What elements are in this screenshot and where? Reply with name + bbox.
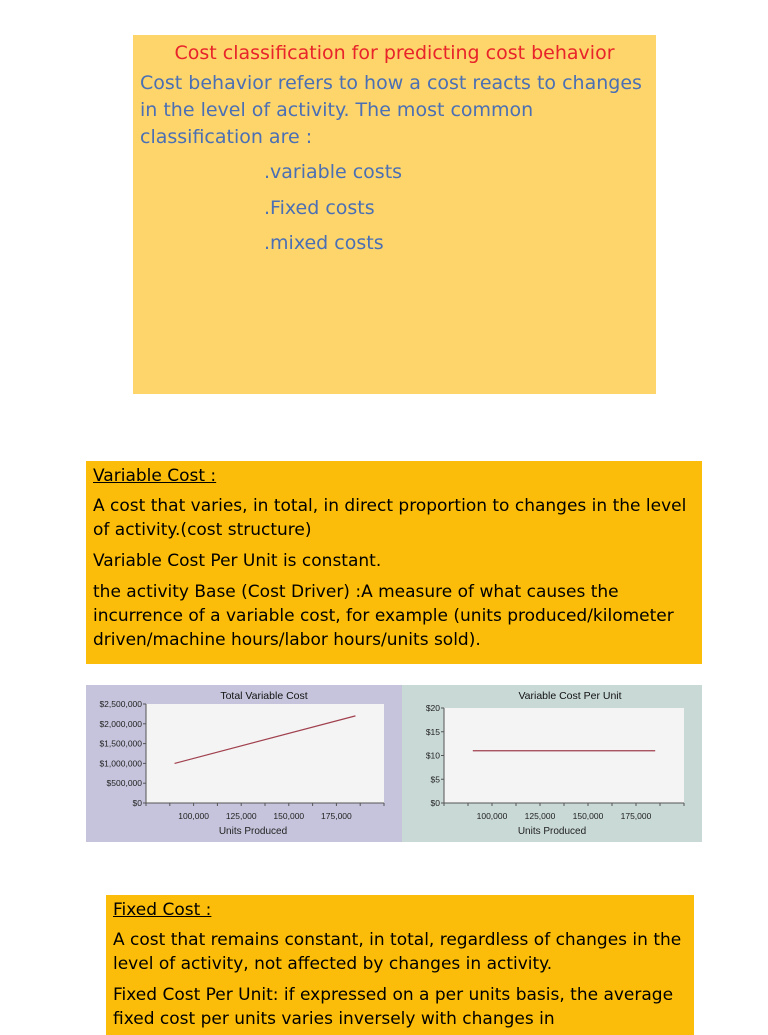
total-variable-cost-panel [86,685,402,842]
y-tick-label: $2,000,000 [99,718,142,729]
fixed-cost-per-unit-text: Fixed Cost Per Unit: if expressed on a per units basis, the average fixed cost per units varies inversely with changes in [113,985,674,1029]
x-tick-label: 125,000 [524,811,556,821]
slide-body-text: Cost behavior refers to how a cost reacts to changes in the level of activity. The most common classification are : [140,72,642,148]
y-tick-label: $5 [430,774,440,785]
y-tick-label: $0 [430,798,440,808]
y-tick-label: $0 [132,798,142,808]
slide-title: Cost classification for predicting cost behavior [174,42,615,64]
list-item-mixed-costs: .mixed costs [264,232,384,254]
y-tick-label: $15 [425,726,440,737]
variable-cost-slide [86,461,702,664]
plot-area [146,704,384,803]
y-tick-label: $1,000,000 [99,758,142,769]
x-tick-label: 125,000 [225,811,257,821]
variable-cost-per-unit-text: Variable Cost Per Unit is constant. [93,551,382,571]
y-tick-label: $1,500,000 [99,738,142,749]
x-tick-label: 175,000 [321,811,352,821]
x-axis-label: Units Produced [218,826,288,837]
x-tick-label: 100,000 [178,811,209,821]
fixed-cost-slide [106,895,694,1035]
total-variable-cost-chart [86,685,402,842]
variable-cost-per-unit-panel [402,685,702,842]
variable-cost-heading: Variable Cost : [93,466,217,486]
y-tick-label: $2,500,000 [99,699,142,709]
y-tick-label: $10 [425,750,440,761]
x-tick-label: 175,000 [620,811,652,821]
fixed-cost-definition: A cost that remains constant, in total, regardless of changes in the level of activity, not affected by changes in activity. [113,930,682,974]
fixed-cost-heading: Fixed Cost : [113,900,212,920]
plot-area [444,708,684,803]
list-item-fixed-costs: .Fixed costs [264,196,375,219]
variable-cost-charts [86,685,702,842]
cost-classification-slide [133,35,656,394]
y-tick-label: $20 [425,703,440,713]
y-tick-label: $500,000 [106,778,142,789]
list-item-variable-costs: .variable costs [264,161,403,183]
x-tick-label: 150,000 [572,811,604,821]
variable-cost-definition: A cost that varies, in total, in direct proportion to changes in the level of activity.(cost structure) [93,496,687,540]
variable-cost-per-unit-chart [402,685,702,842]
chart-title: Variable Cost Per Unit [518,690,622,702]
classification-list [264,155,649,262]
chart-title: Total Variable Cost [220,690,308,702]
x-tick-label: 100,000 [476,811,508,821]
x-tick-label: 150,000 [273,811,305,821]
activity-base-text: the activity Base (Cost Driver) :A measure of what causes the incurrence of a variable cost, for example (units produced/kilometer driven/machine hours/labor hours/units sold). [93,582,674,650]
x-axis-label: Units Produced [517,826,587,837]
